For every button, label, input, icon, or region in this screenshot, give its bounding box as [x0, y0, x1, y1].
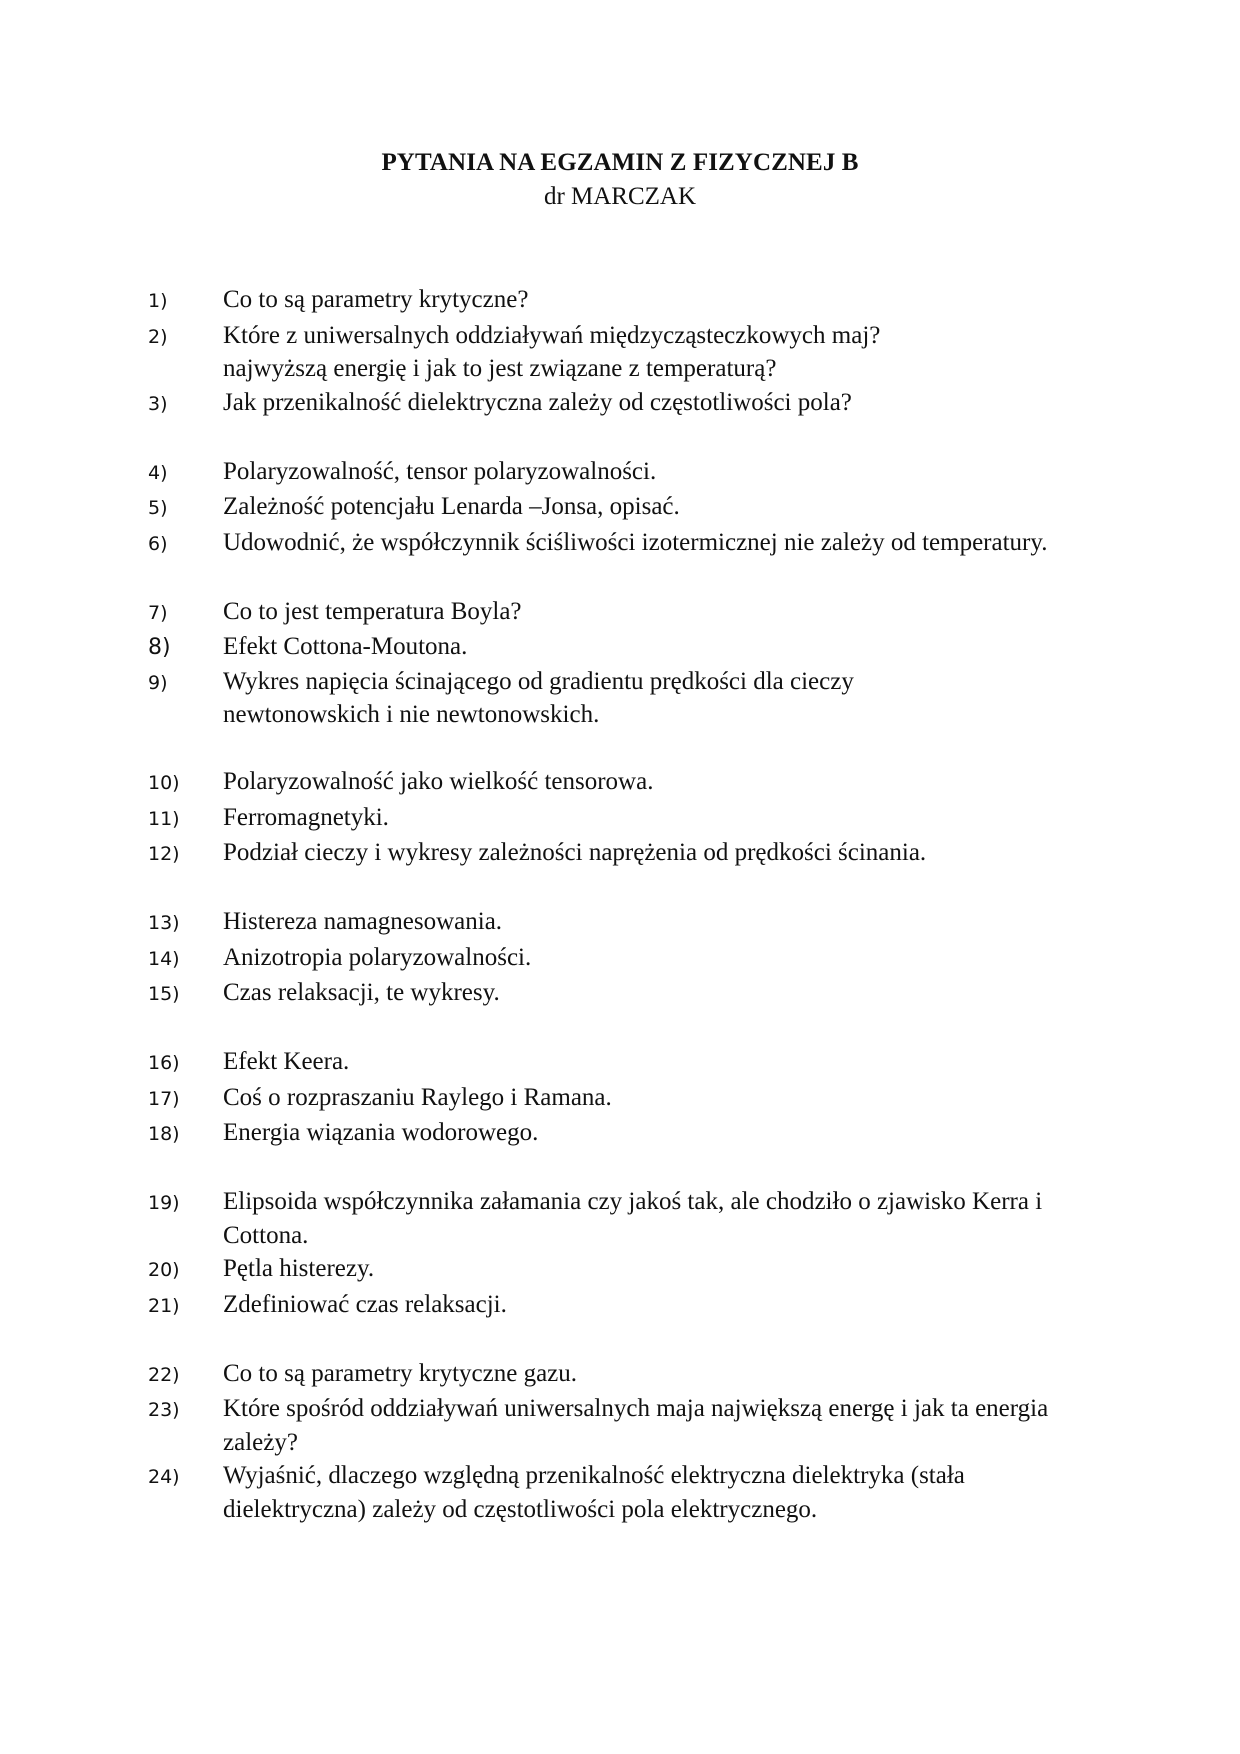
question-text: Ferromagnetyki. — [223, 803, 389, 831]
question-number: 12) — [148, 843, 180, 865]
question-text: Udowodnić, że współczynnik ściśliwości izotermicznej nie zależy od temperatury. — [223, 528, 1048, 556]
question-number: 8) — [148, 635, 171, 660]
question-number: 16) — [148, 1052, 180, 1074]
question-number: 21) — [148, 1294, 180, 1317]
question-text: Anizotropia polaryzowalności. — [223, 943, 532, 971]
question-text: Wyjaśnić, dlaczego względną przenikalność elektryczna dielektryka (stała dielektryczna) zależy od częstotliwości pola elektrycznego. — [223, 1462, 965, 1523]
question-item — [0, 765, 1240, 801]
question-number: 22) — [148, 1363, 180, 1386]
question-item — [0, 836, 1240, 872]
question-item — [0, 665, 1240, 732]
question-item — [0, 1185, 1240, 1252]
question-list — [0, 283, 1240, 1560]
question-number: 9) — [148, 671, 168, 694]
question-number: 17) — [148, 1087, 180, 1110]
question-number: 15) — [148, 983, 180, 1005]
question-text: Polaryzowalność jako wielkość tensorowa. — [223, 768, 654, 795]
question-item — [0, 801, 1240, 837]
question-text: Wykres napięcia ścinającego od gradientu prędkości dla cieczy newtonowskich i nie newtonowskich. — [223, 667, 854, 728]
question-text: Energia wiązania wodorowego. — [223, 1119, 539, 1146]
question-item — [0, 1116, 1240, 1152]
question-text: Pętla histerezy. — [223, 1255, 375, 1282]
question-text: Zależność potencjału Lenarda –Jonsa, opisać. — [223, 493, 680, 520]
question-group — [0, 905, 1240, 1012]
question-group — [0, 1357, 1240, 1527]
question-text: Które spośród oddziaływań uniwersalnych maja największą energę i jak ta energia zależy? — [223, 1395, 1049, 1456]
question-text: Podział cieczy i wykresy zależności naprężenia od prędkości ścinania. — [223, 839, 927, 866]
question-item — [0, 1357, 1240, 1393]
question-item — [0, 1288, 1240, 1324]
document-header — [0, 146, 1240, 214]
question-item — [0, 905, 1240, 941]
question-number: 7) — [148, 601, 168, 624]
question-item — [0, 595, 1240, 631]
question-text: Które z uniwersalnych oddziaływań międzycząsteczkowych maj? najwyższą energię i jak to jest związane z temperaturą? — [223, 321, 881, 382]
question-text: Co to są parametry krytyczne gazu. — [223, 1359, 578, 1387]
question-text: Histereza namagnesowania. — [223, 908, 503, 935]
question-group — [0, 765, 1240, 872]
question-item — [0, 1459, 1240, 1526]
question-item — [0, 283, 1240, 319]
question-number: 13) — [148, 912, 180, 934]
document-subtitle: dr MARCZAK — [543, 183, 697, 210]
question-number: 4) — [148, 461, 168, 484]
question-number: 14) — [148, 947, 180, 970]
question-number: 10) — [148, 772, 180, 794]
question-text: Jak przenikalność dielektryczna zależy od częstotliwości pola? — [223, 388, 852, 416]
question-text: Coś o rozpraszaniu Raylego i Ramana. — [223, 1083, 612, 1111]
question-number: 24) — [148, 1466, 180, 1488]
question-text: Polaryzowalność, tensor polaryzowalności. — [223, 457, 657, 485]
question-number: 3) — [148, 392, 168, 415]
question-text: Co to jest temperatura Boyla? — [223, 597, 522, 625]
question-text: Czas relaksacji, te wykresy. — [223, 979, 500, 1006]
question-item — [0, 1081, 1240, 1117]
question-number: 1) — [148, 290, 168, 312]
question-item — [0, 490, 1240, 526]
question-group — [0, 283, 1240, 421]
question-item — [0, 319, 1240, 386]
question-number: 19) — [148, 1192, 180, 1214]
question-number: 20) — [148, 1259, 180, 1281]
question-item — [0, 386, 1240, 422]
question-text: Zdefiniować czas relaksacji. — [223, 1290, 507, 1318]
question-item — [0, 455, 1240, 491]
question-number: 2) — [148, 325, 168, 348]
question-text: Elipsoida współczynnika załamania czy jakoś tak, ale chodziło o zjawisko Kerra i Cottona. — [223, 1188, 1043, 1249]
question-text: Efekt Cottona-Moutona. — [223, 633, 468, 660]
question-item — [0, 1392, 1240, 1459]
question-number: 18) — [148, 1123, 180, 1145]
question-number: 6) — [148, 532, 168, 555]
question-group — [0, 1045, 1240, 1152]
question-item — [0, 941, 1240, 977]
question-item — [0, 1252, 1240, 1288]
question-number: 5) — [148, 497, 168, 519]
question-group — [0, 595, 1240, 732]
question-group — [0, 1185, 1240, 1323]
document-title: PYTANIA NA EGZAMIN Z FIZYCZNEJ B — [381, 149, 859, 176]
question-item — [0, 1045, 1240, 1081]
question-item — [0, 976, 1240, 1012]
question-number: 23) — [148, 1399, 180, 1421]
question-number: 11) — [148, 807, 180, 830]
question-group — [0, 455, 1240, 562]
question-text: Co to są parametry krytyczne? — [223, 286, 529, 313]
question-item — [0, 630, 1240, 665]
question-item — [0, 526, 1240, 562]
question-text: Efekt Keera. — [223, 1048, 350, 1075]
